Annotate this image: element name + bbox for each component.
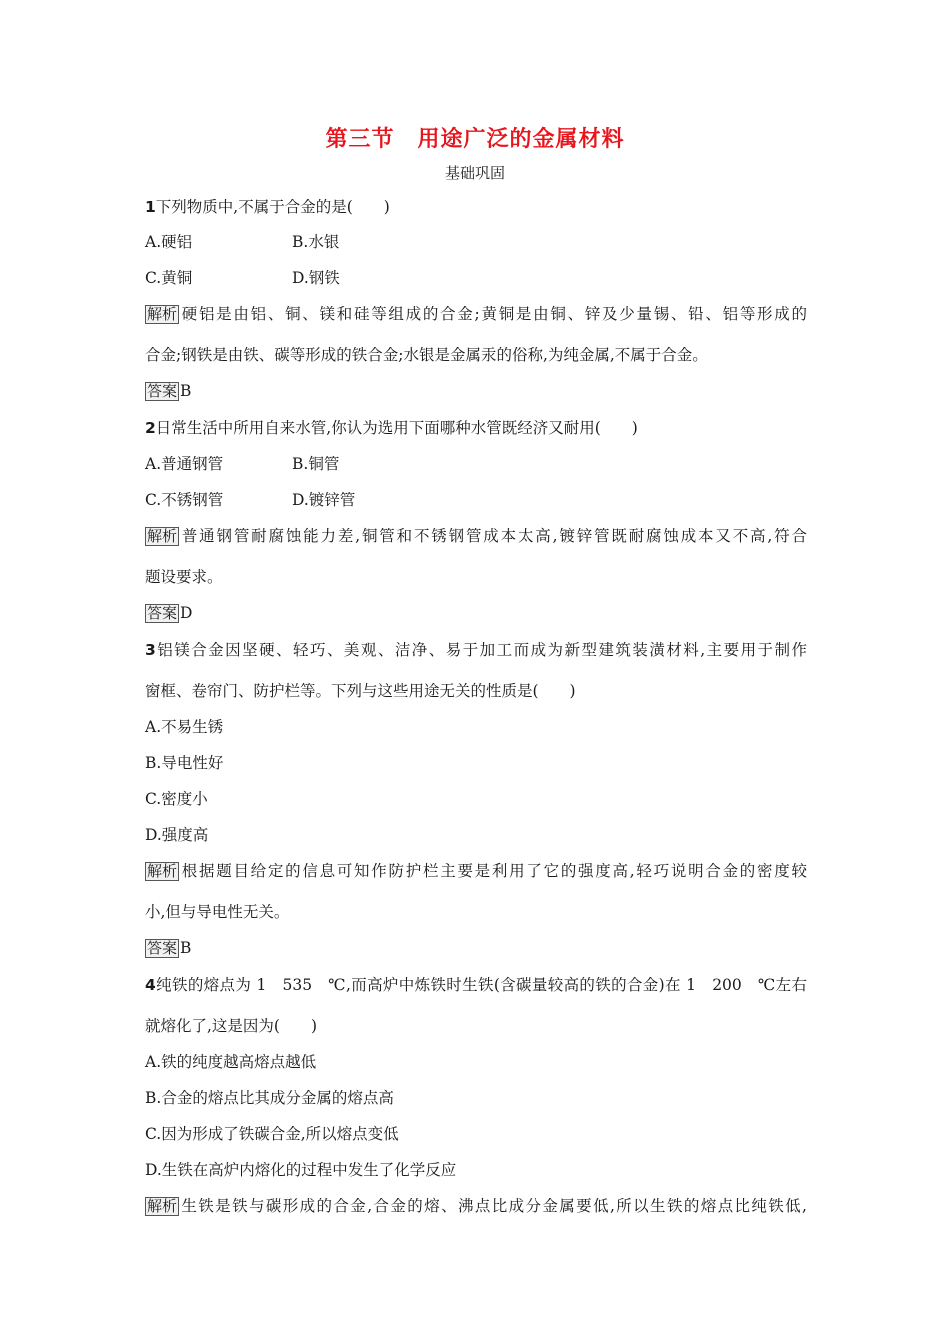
answer-line: 答案 B [147, 939, 192, 957]
option-b: B.合金的熔点比其成分金属的熔点高 [145, 1089, 394, 1107]
option-b: B.导电性好 [145, 754, 224, 772]
question-number: 2 [145, 419, 156, 437]
question-4-stem-cont: 就熔化了,这是因为( ) [145, 1017, 318, 1035]
answer-tag: 答案 [147, 382, 178, 400]
analysis-tag: 解析 [147, 1197, 178, 1215]
analysis-line: 合金;钢铁是由铁、碳等形成的铁合金;水银是金属汞的俗称,为纯金属,不属于合金。 [145, 346, 708, 364]
question-number: 4 [145, 976, 156, 994]
analysis-line: 解析 硬铝是由铝、铜、镁和硅等组成的合金;黄铜是由铜、锌及少量锡、铅、铝等形成的 [147, 305, 807, 323]
option-a: A.硬铝 [145, 233, 193, 251]
option-a: A.普通钢管 [145, 455, 224, 473]
option-a: A.铁的纯度越高熔点越低 [145, 1053, 317, 1071]
option-d: D.钢铁 [292, 269, 340, 287]
answer-line: 答案 D [147, 604, 193, 622]
question-1-stem: 1下列物质中,不属于合金的是( ) [145, 198, 390, 216]
question-4-stem: 4纯铁的熔点为 1 535 ℃,而高炉中炼铁时生铁(含碳量较高的铁的合金)在 1 200 ℃左右 [145, 976, 807, 994]
analysis-line: 小,但与导电性无关。 [145, 903, 290, 921]
analysis-line: 题设要求。 [145, 568, 223, 586]
option-d: D.生铁在高炉内熔化的过程中发生了化学反应 [145, 1161, 457, 1179]
question-number: 3 [145, 641, 156, 659]
answer-tag: 答案 [147, 939, 178, 957]
page-title: 第三节 用途广泛的金属材料 [325, 127, 625, 152]
analysis-line: 解析 根据题目给定的信息可知作防护栏主要是利用了它的强度高,轻巧说明合金的密度较 [147, 862, 807, 880]
question-2-stem: 2日常生活中所用自来水管,你认为选用下面哪种水管既经济又耐用( ) [145, 419, 638, 437]
option-a: A.不易生锈 [145, 718, 224, 736]
option-c: C.因为形成了铁碳合金,所以熔点变低 [145, 1125, 399, 1143]
analysis-line: 解析 普通钢管耐腐蚀能力差,铜管和不锈钢管成本太高,镀锌管既耐腐蚀成本又不高,符合 [147, 527, 807, 545]
question-3-stem: 3铝镁合金因坚硬、轻巧、美观、洁净、易于加工而成为新型建筑装潢材料,主要用于制作 [145, 641, 807, 659]
analysis-tag: 解析 [147, 527, 178, 545]
option-d: D.镀锌管 [292, 491, 356, 509]
option-b: B.铜管 [292, 455, 340, 473]
analysis-tag: 解析 [147, 862, 178, 880]
option-b: B.水银 [292, 233, 340, 251]
analysis-tag: 解析 [147, 305, 178, 323]
answer-tag: 答案 [147, 604, 178, 622]
section-heading: 基础巩固 [444, 164, 505, 182]
option-c: C.密度小 [145, 790, 208, 808]
option-c: C.黄铜 [145, 269, 193, 287]
option-d: D.强度高 [145, 826, 209, 844]
answer-line: 答案 B [147, 382, 192, 400]
question-number: 1 [145, 198, 156, 216]
analysis-line: 解析 生铁是铁与碳形成的合金,合金的熔、沸点比成分金属要低,所以生铁的熔点比纯铁低, [147, 1197, 807, 1215]
option-c: C.不锈钢管 [145, 491, 224, 509]
question-3-stem-cont: 窗框、卷帘门、防护栏等。下列与这些用途无关的性质是( ) [145, 682, 576, 700]
